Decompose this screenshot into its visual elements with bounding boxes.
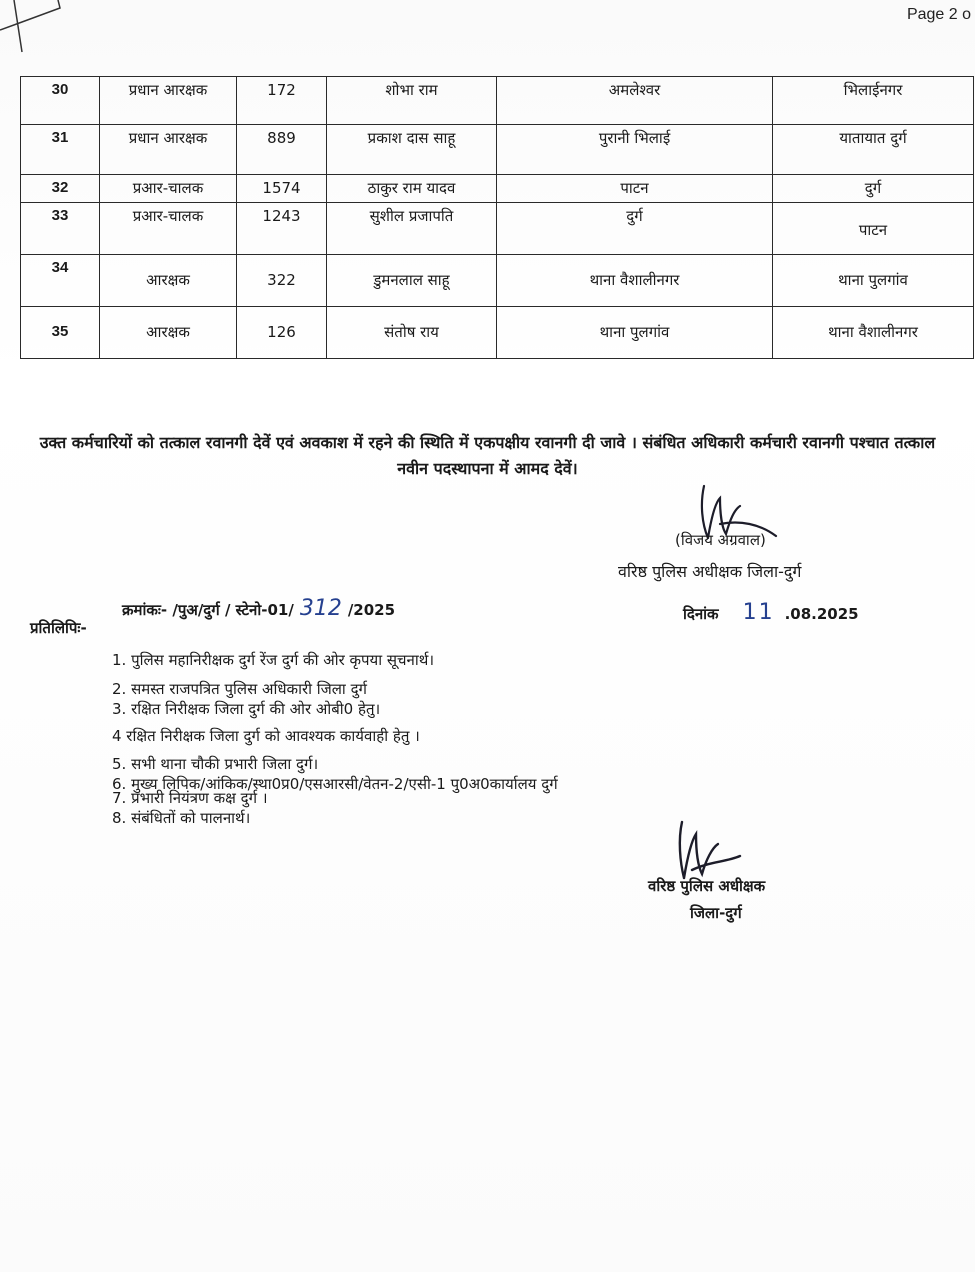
serial-cell: 30 [21, 77, 100, 125]
reference-number [122, 596, 395, 621]
table-row [21, 77, 974, 125]
number-cell: 1243 [237, 202, 327, 254]
from-cell: थाना पुलगांव [497, 306, 773, 358]
from-cell: पुरानी भिलाई [497, 125, 773, 175]
rank-cell: प्रआर-चालक [100, 202, 237, 254]
reference-suffix: /2025 [347, 601, 396, 619]
handwritten-number: 312 [299, 596, 342, 621]
name-cell: ठाकुर राम यादव [327, 175, 497, 203]
number-cell: 889 [237, 125, 327, 175]
list-item: 4 रक्षित निरीक्षक जिला दुर्ग को आवश्यक कार्यवाही हेतु । [112, 727, 420, 745]
from-cell: थाना वैशालीनगर [497, 254, 773, 306]
page-number: Page 2 o [906, 6, 971, 23]
list-item: 5. सभी थाना चौकी प्रभारी जिला दुर्ग। [112, 755, 319, 773]
transfer-table [20, 76, 974, 359]
from-cell: पाटन [497, 175, 773, 203]
number-cell: 126 [237, 306, 327, 358]
handwritten-day: 11 [742, 600, 775, 625]
footer-signatory-title: वरिष्ठ पुलिस अधीक्षक [648, 877, 766, 895]
signatory-name: (विजय अग्रवाल) [675, 531, 766, 549]
to-cell: थाना वैशालीनगर [773, 306, 974, 358]
rank-cell: आरक्षक [100, 254, 237, 306]
list-item: 1. पुलिस महानिरीक्षक दुर्ग रेंज दुर्ग की ओर कृपया सूचनार्थ। [112, 651, 435, 669]
issue-date [683, 600, 859, 625]
list-item: 3. रक्षित निरीक्षक जिला दुर्ग की ओर ओबी0 हेतु। [112, 700, 381, 718]
serial-cell: 34 [21, 254, 100, 306]
copy-list [108, 650, 558, 842]
table-row [21, 254, 974, 306]
rank-cell: प्रधान आरक्षक [100, 125, 237, 175]
name-cell: सुशील प्रजापति [327, 202, 497, 254]
corner-mark [0, 0, 70, 60]
signatory-title: वरिष्ठ पुलिस अधीक्षक जिला-दुर्ग [618, 562, 802, 581]
table-row [21, 175, 974, 203]
serial-cell: 32 [21, 175, 100, 203]
to-cell: थाना पुलगांव [773, 254, 974, 306]
to-cell: दुर्ग [773, 175, 974, 203]
reference-prefix: क्रमांकः- /पुअ/दुर्ग / स्टेनो-01/ [122, 601, 294, 619]
serial-cell: 33 [21, 202, 100, 254]
rank-cell: प्रआर-चालक [100, 175, 237, 203]
date-rest: .08.2025 [784, 605, 859, 623]
name-cell: शोभा राम [327, 77, 497, 125]
order-instruction: उक्त कर्मचारियों को तत्काल रवानगी देवें एवं अवकाश में रहने की स्थिति में एकपक्षीय रवानगी दी जावे । संबंधित अधिकारी कर्मचारी रवानगी पश्चात तत्काल नवीन पदस्थापना में आमद देवें। [39, 433, 936, 479]
number-cell: 1574 [237, 175, 327, 203]
table-row [21, 125, 974, 175]
from-cell: अमलेश्वर [497, 77, 773, 125]
to-cell: पाटन [773, 202, 974, 254]
from-cell: दुर्ग [497, 202, 773, 254]
number-cell: 172 [237, 77, 327, 125]
rank-cell: आरक्षक [100, 306, 237, 358]
name-cell: संतोष राय [327, 306, 497, 358]
table-row [21, 202, 974, 254]
list-item: 6. मुख्य लिपिक/आंकिक/स्था0प्र0/एसआरसी/वेतन-2/एसी-1 पु0अ0कार्यालय दुर्ग [112, 775, 558, 793]
rank-cell: प्रधान आरक्षक [100, 77, 237, 125]
to-cell: भिलाईनगर [773, 77, 974, 125]
footer-signatory-place: जिला-दुर्ग [690, 904, 742, 922]
to-cell: यातायात दुर्ग [773, 125, 974, 175]
name-cell: प्रकाश दास साहू [327, 125, 497, 175]
serial-cell: 31 [21, 125, 100, 175]
list-item: 2. समस्त राजपत्रित पुलिस अधिकारी जिला दुर्ग [112, 680, 367, 698]
date-label: दिनांक [683, 605, 719, 623]
list-item: 8. संबंधितों को पालनार्थ। [112, 809, 251, 827]
table-row [21, 306, 974, 358]
name-cell: डुमनलाल साहू [327, 254, 497, 306]
list-item: 7. प्रभारी नियंत्रण कक्ष दुर्ग । [112, 789, 268, 807]
number-cell: 322 [237, 254, 327, 306]
copy-to-label: प्रतिलिपिः- [30, 619, 87, 637]
serial-cell: 35 [21, 306, 100, 358]
